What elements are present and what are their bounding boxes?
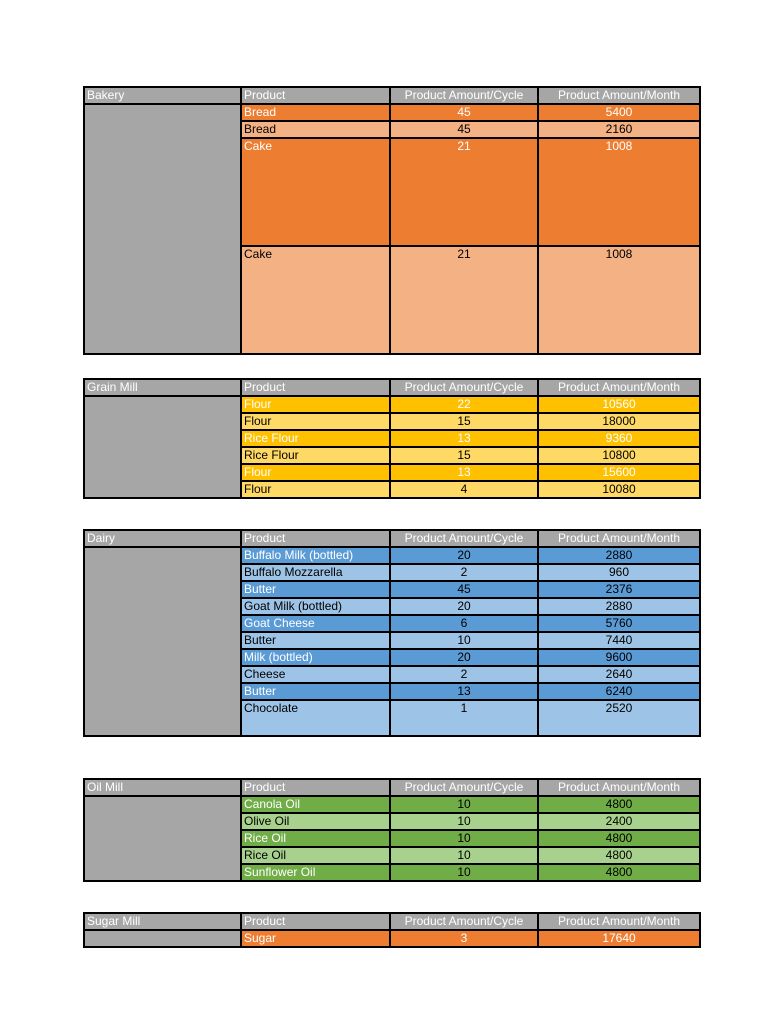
product-cell[interactable]: Cake <box>241 246 390 354</box>
cycle-header-cell[interactable]: Product Amount/Cycle <box>390 87 538 104</box>
product-cell[interactable]: Butter <box>241 581 390 598</box>
month-cell[interactable]: 4800 <box>538 796 700 813</box>
cycle-header-cell[interactable]: Product Amount/Cycle <box>390 530 538 547</box>
month-cell[interactable]: 4800 <box>538 830 700 847</box>
section-blank-cell[interactable] <box>84 930 241 947</box>
table-row <box>84 104 700 121</box>
product-cell[interactable]: Flour <box>241 481 390 498</box>
cycle-header-cell[interactable]: Product Amount/Cycle <box>390 379 538 396</box>
cycle-cell[interactable]: 13 <box>390 430 538 447</box>
cycle-cell[interactable]: 2 <box>390 666 538 683</box>
product-cell[interactable]: Milk (bottled) <box>241 649 390 666</box>
product-header-cell[interactable]: Product <box>241 530 390 547</box>
section-blank-cell[interactable] <box>84 796 241 881</box>
month-header-cell[interactable]: Product Amount/Month <box>538 913 700 930</box>
month-cell[interactable]: 9600 <box>538 649 700 666</box>
product-header-cell[interactable]: Product <box>241 379 390 396</box>
section-name-cell[interactable]: Sugar Mill <box>84 913 241 930</box>
cycle-cell[interactable]: 3 <box>390 930 538 947</box>
cycle-cell[interactable]: 20 <box>390 598 538 615</box>
cycle-cell[interactable]: 45 <box>390 121 538 138</box>
table-header-row <box>84 530 700 547</box>
month-cell[interactable]: 18000 <box>538 413 700 430</box>
cycle-cell[interactable]: 15 <box>390 413 538 430</box>
month-header-cell[interactable]: Product Amount/Month <box>538 87 700 104</box>
cycle-cell[interactable]: 21 <box>390 246 538 354</box>
cycle-header-cell[interactable]: Product Amount/Cycle <box>390 779 538 796</box>
dairy-table <box>83 529 701 737</box>
month-cell[interactable]: 2376 <box>538 581 700 598</box>
cycle-cell[interactable]: 20 <box>390 547 538 564</box>
product-cell[interactable]: Flour <box>241 464 390 481</box>
cycle-cell[interactable]: 4 <box>390 481 538 498</box>
month-cell[interactable]: 9360 <box>538 430 700 447</box>
grain-mill-table <box>83 378 701 499</box>
month-header-cell[interactable]: Product Amount/Month <box>538 779 700 796</box>
product-cell[interactable]: Chocolate <box>241 700 390 736</box>
product-cell[interactable]: Flour <box>241 413 390 430</box>
month-cell[interactable]: 17640 <box>538 930 700 947</box>
month-cell[interactable]: 2160 <box>538 121 700 138</box>
month-cell[interactable]: 10560 <box>538 396 700 413</box>
sugar-mill-table <box>83 912 701 948</box>
month-cell[interactable]: 4800 <box>538 847 700 864</box>
product-cell[interactable]: Bread <box>241 104 390 121</box>
section-name-cell[interactable]: Oil Mill <box>84 779 241 796</box>
product-cell[interactable]: Buffalo Mozzarella <box>241 564 390 581</box>
product-cell[interactable]: Butter <box>241 632 390 649</box>
month-cell[interactable]: 1008 <box>538 246 700 354</box>
oil-mill-table <box>83 778 701 882</box>
product-cell[interactable]: Sugar <box>241 930 390 947</box>
product-header-cell[interactable]: Product <box>241 779 390 796</box>
cycle-cell[interactable]: 45 <box>390 581 538 598</box>
cycle-cell[interactable]: 10 <box>390 847 538 864</box>
month-cell[interactable]: 2880 <box>538 547 700 564</box>
product-cell[interactable]: Bread <box>241 121 390 138</box>
table-row <box>84 547 700 564</box>
product-cell[interactable]: Flour <box>241 396 390 413</box>
cycle-cell[interactable]: 10 <box>390 632 538 649</box>
cycle-cell[interactable]: 10 <box>390 830 538 847</box>
product-cell[interactable]: Butter <box>241 683 390 700</box>
section-blank-cell[interactable] <box>84 396 241 498</box>
cycle-cell[interactable]: 2 <box>390 564 538 581</box>
product-cell[interactable]: Cake <box>241 138 390 246</box>
cycle-cell[interactable]: 10 <box>390 813 538 830</box>
cycle-cell[interactable]: 10 <box>390 796 538 813</box>
cycle-cell[interactable]: 21 <box>390 138 538 246</box>
product-cell[interactable]: Rice Oil <box>241 847 390 864</box>
table-row <box>84 796 700 813</box>
month-cell[interactable]: 2520 <box>538 700 700 736</box>
cycle-cell[interactable]: 15 <box>390 447 538 464</box>
cycle-cell[interactable]: 45 <box>390 104 538 121</box>
section-name-cell[interactable]: Bakery <box>84 87 241 104</box>
table-header-row <box>84 913 700 930</box>
month-cell[interactable]: 2400 <box>538 813 700 830</box>
cycle-cell[interactable]: 13 <box>390 464 538 481</box>
month-cell[interactable]: 2880 <box>538 598 700 615</box>
product-cell[interactable]: Sunflower Oil <box>241 864 390 881</box>
product-cell[interactable]: Olive Oil <box>241 813 390 830</box>
cycle-cell[interactable]: 22 <box>390 396 538 413</box>
month-cell[interactable]: 15600 <box>538 464 700 481</box>
month-cell[interactable]: 10080 <box>538 481 700 498</box>
product-cell[interactable]: Goat Cheese <box>241 615 390 632</box>
product-cell[interactable]: Buffalo Milk (bottled) <box>241 547 390 564</box>
month-cell[interactable]: 2640 <box>538 666 700 683</box>
product-cell[interactable]: Rice Flour <box>241 447 390 464</box>
product-cell[interactable]: Rice Oil <box>241 830 390 847</box>
product-cell[interactable]: Rice Flour <box>241 430 390 447</box>
month-cell[interactable]: 5400 <box>538 104 700 121</box>
section-name-cell[interactable]: Dairy <box>84 530 241 547</box>
month-header-cell[interactable]: Product Amount/Month <box>538 379 700 396</box>
bakery-table <box>83 86 701 355</box>
cycle-cell[interactable]: 1 <box>390 700 538 736</box>
month-cell[interactable]: 6240 <box>538 683 700 700</box>
cycle-header-cell[interactable]: Product Amount/Cycle <box>390 913 538 930</box>
table-header-row <box>84 779 700 796</box>
cycle-cell[interactable]: 10 <box>390 864 538 881</box>
section-blank-cell[interactable] <box>84 104 241 354</box>
table-row <box>84 396 700 413</box>
table-header-row <box>84 87 700 104</box>
product-cell[interactable]: Canola Oil <box>241 796 390 813</box>
month-cell[interactable]: 960 <box>538 564 700 581</box>
product-cell[interactable]: Cheese <box>241 666 390 683</box>
section-blank-cell[interactable] <box>84 547 241 736</box>
month-cell[interactable]: 7440 <box>538 632 700 649</box>
month-cell[interactable]: 4800 <box>538 864 700 881</box>
month-header-cell[interactable]: Product Amount/Month <box>538 530 700 547</box>
product-header-cell[interactable]: Product <box>241 913 390 930</box>
cycle-cell[interactable]: 20 <box>390 649 538 666</box>
month-cell[interactable]: 1008 <box>538 138 700 246</box>
month-cell[interactable]: 5760 <box>538 615 700 632</box>
cycle-cell[interactable]: 13 <box>390 683 538 700</box>
section-name-cell[interactable]: Grain Mill <box>84 379 241 396</box>
product-header-cell[interactable]: Product <box>241 87 390 104</box>
product-cell[interactable]: Goat Milk (bottled) <box>241 598 390 615</box>
table-row <box>84 930 700 947</box>
month-cell[interactable]: 10800 <box>538 447 700 464</box>
table-header-row <box>84 379 700 396</box>
cycle-cell[interactable]: 6 <box>390 615 538 632</box>
